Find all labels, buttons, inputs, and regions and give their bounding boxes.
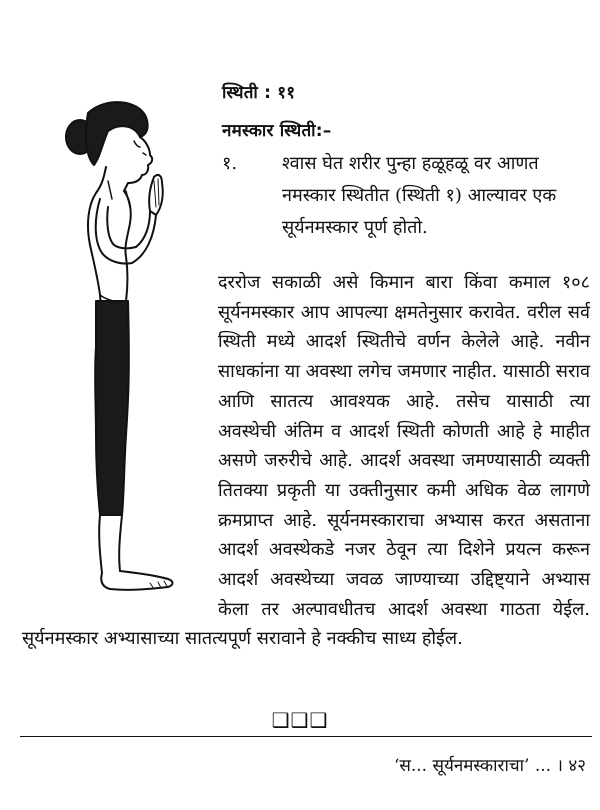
body-paragraph — [22, 268, 590, 654]
section-end-ornament: ❑❑❑ — [271, 708, 329, 732]
hair — [86, 102, 148, 165]
pose-heading: नमस्कार स्थिती:– — [222, 121, 332, 141]
face — [124, 137, 152, 191]
footer-divider — [20, 736, 592, 737]
step-number: १. — [222, 153, 238, 174]
page-footer: ‘स... सूर्यनमस्काराचा’ ... । ४२ — [393, 756, 586, 776]
step-item — [222, 148, 590, 244]
forearm — [132, 211, 156, 263]
paragraph-text: दररोज सकाळी असे किमान बारा किंवा कमाल १०८ सूर्यनमस्कार आप आपल्या क्षमतेनुसार करावेत. वरील सर्व स्थिती मध्ये आदर्श स्थितीचे वर्णन केलेले आहे. नवीन साधकांना या अवस्था लगेच जमणार नाहीत. यासाठी सराव आणि सातत्य आवश्यक आहे. तसेच यासाठी त्या अवस्थेची अंतिम व आदर्श स्थिती कोणती आहे हे माहीत असणे जरुरीचे आहे. आदर्श अवस्था जमण्यासाठी व्यक्ती तितक्या प्रकृती या उक्तीनुसार कमी अधिक वेळ लागणे क्रमप्राप्त आहे. सूर्यनमस्काराचा अभ्यास करत असताना आदर्श अवस्थेकडे नजर ठेवून त्या दिशेने प्रयत्न करून आदर्श अवस्थेच्या जवळ जाण्याच्या उद्दिष्ट्याने अभ्यास केला तर अल्पावधीतच आदर्श अवस्था गाठता येईल. सूर्यनमस्कार अभ्यासाच्या सातत्यपूर्ण सरावाने हे नक्कीच साध्य होईल. — [22, 272, 590, 650]
position-heading: स्थिती : ११ — [222, 83, 296, 103]
praying-hands — [149, 175, 163, 215]
step-text: श्वास घेत शरीर पुन्हा हळूहळू वर आणत नमस्कार स्थितीत (स्थिती १) आल्यावर एक सूर्यनमस्कार पूर्ण होतो. — [282, 153, 557, 238]
